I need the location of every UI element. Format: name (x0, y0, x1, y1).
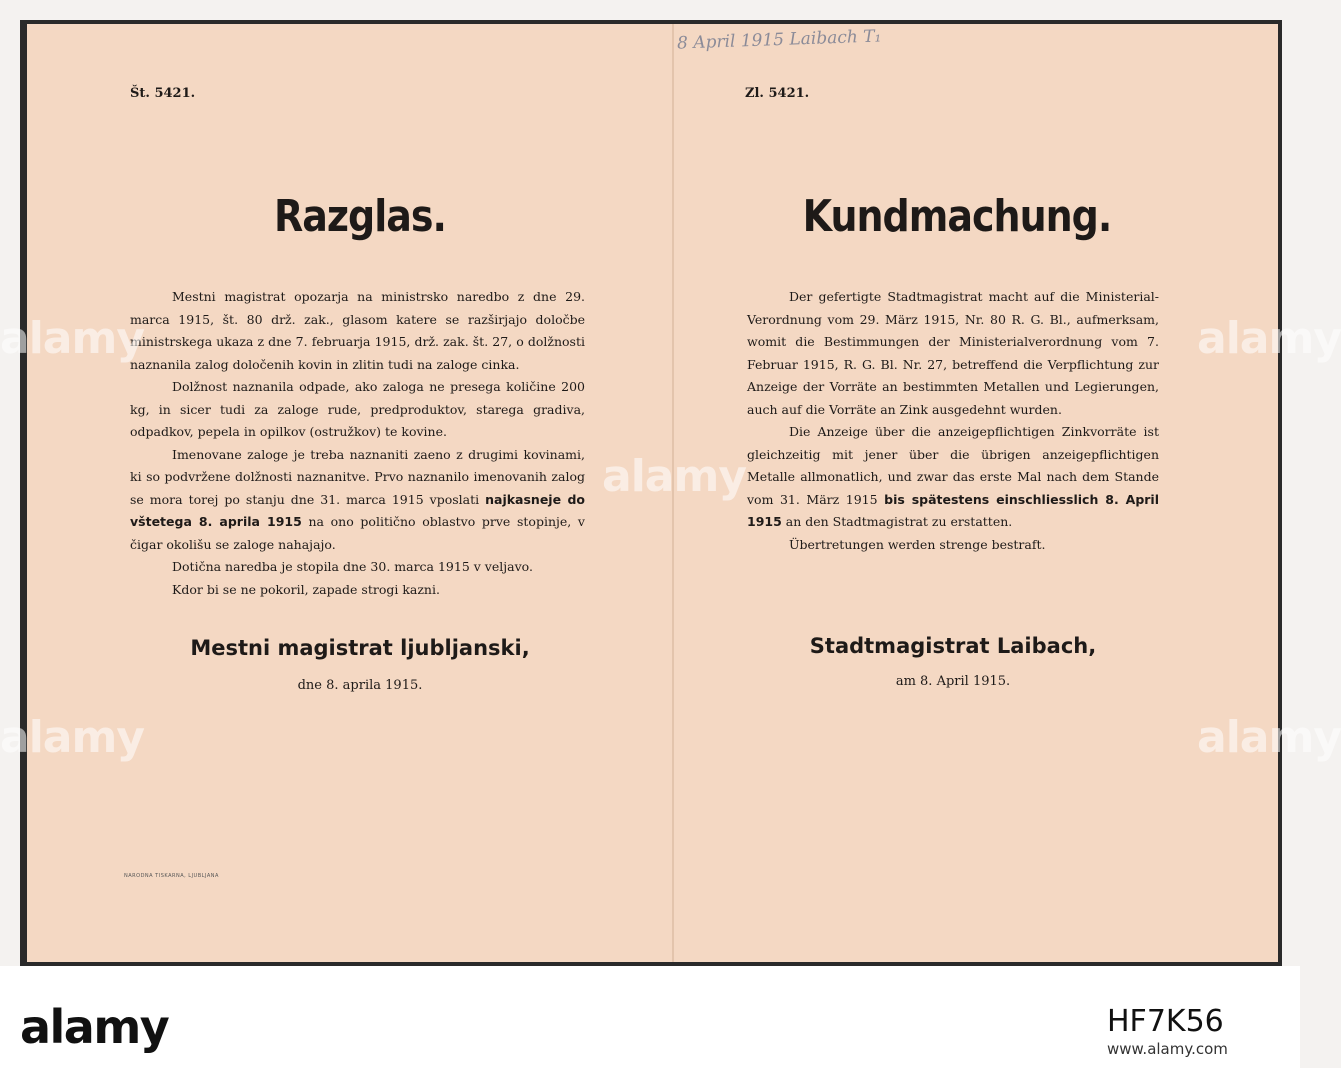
image-id: HF7K56 (1107, 1004, 1224, 1039)
reference-number: Zl. 5421. (745, 86, 810, 101)
paragraph: Dolžnost naznanila odpade, ako zaloga ne presega količine 200 kg, in sicer tudi za zaloge rude, predproduktov, starega gradiva, odpadkov, pepela in opilkov (ostružkov) te kovine. (130, 379, 585, 439)
watermark: alamy (1197, 313, 1341, 364)
notice-body (130, 286, 585, 601)
paragraph-text: Imenovane zaloge je treba naznaniti zaeno z drugimi kovinami, ki so podvržene dolžnosti naznanitve. Prvo naznanilo imenovanih zalog se mora torej po stanju dne 31. marca 1915 vposlati (130, 446, 585, 507)
paragraph-text: Die Anzeige über die anzeigepflichtigen Zinkvorräte ist gleichzeitig mit jener über die übrigen anzeigepflichtigen Metalle allmonatlich, und zwar das erste Mal nach dem Stande vom 31. März 1915 (747, 424, 1159, 507)
paragraph-text: na ono politično oblastvo prve stopinje, v čigar okolišu se zaloge nahajajo. (130, 514, 585, 552)
watermark: alamy (602, 451, 746, 502)
footer-logo: alamy (20, 1000, 169, 1054)
footer-url[interactable]: www.alamy.com (1107, 1040, 1228, 1058)
poster-title: Razglas. (274, 190, 446, 242)
signature: Stadtmagistrat Laibach, (809, 634, 1097, 658)
paragraph: Dotična naredba je stopila dne 30. marca 1915 v veljavo. (172, 559, 533, 574)
poster-title: Kundmachung. (802, 190, 1112, 242)
reference-number: Št. 5421. (130, 86, 196, 101)
watermark: alamy (1197, 712, 1341, 763)
deadline-emphasis: bis spätestens einschliesslich 8. April 1915 (747, 491, 1159, 529)
handwritten-note: 8 April 1915 Laibach T₁ (676, 26, 882, 54)
signature: Mestni magistrat ljubljanski, (190, 636, 530, 660)
paragraph: Mestni magistrat opozarja na ministrsko naredbo z dne 29. marca 1915, št. 80 drž. zak., glasom katere se razširjajo določbe ministrskega ukaza z dne 7. februarja 1915, drž. zak. št. 27, o dolžnosti naznanila zalog določenih kovin in zlitin tudi na zaloge cinka. (130, 289, 585, 372)
watermark: alamy (0, 712, 144, 763)
footer-bar (0, 966, 1300, 1068)
issue-date: am 8. April 1915. (895, 674, 1011, 689)
deadline-emphasis: najkasneje do vštetega 8. aprila 1915 (130, 491, 585, 529)
paragraph (747, 421, 1159, 534)
paragraph: Übertretungen werden strenge bestraft. (789, 536, 1046, 552)
paragraph-text: an den Stadtmagistrat zu erstatten. (785, 514, 1013, 529)
paragraph (130, 444, 585, 557)
paragraph: Kdor bi se ne pokoril, zapade strogi kazni. (172, 581, 440, 597)
paragraph: Der gefertigte Stadtmagistrat macht auf die Ministerial-Verordnung vom 29. März 1915, Nr. 80 R. G. Bl., aufmerksam, womit die Bestimmungen der Ministerialverordnung vom 7. Februar 1915, R. G. Bl. Nr. 27, betreffend die Verpflichtung zur Anzeige der Vorräte an bestimmten Metallen und Legierungen, auch auf die Vorräte an Zink ausgedehnt wurden. (747, 289, 1159, 417)
notice-body (747, 286, 1159, 556)
issue-date: dne 8. aprila 1915. (297, 678, 423, 693)
watermark: alamy (0, 313, 144, 364)
printer-imprint: NARODNA TISKARNA, LJUBLJANA (124, 873, 219, 879)
